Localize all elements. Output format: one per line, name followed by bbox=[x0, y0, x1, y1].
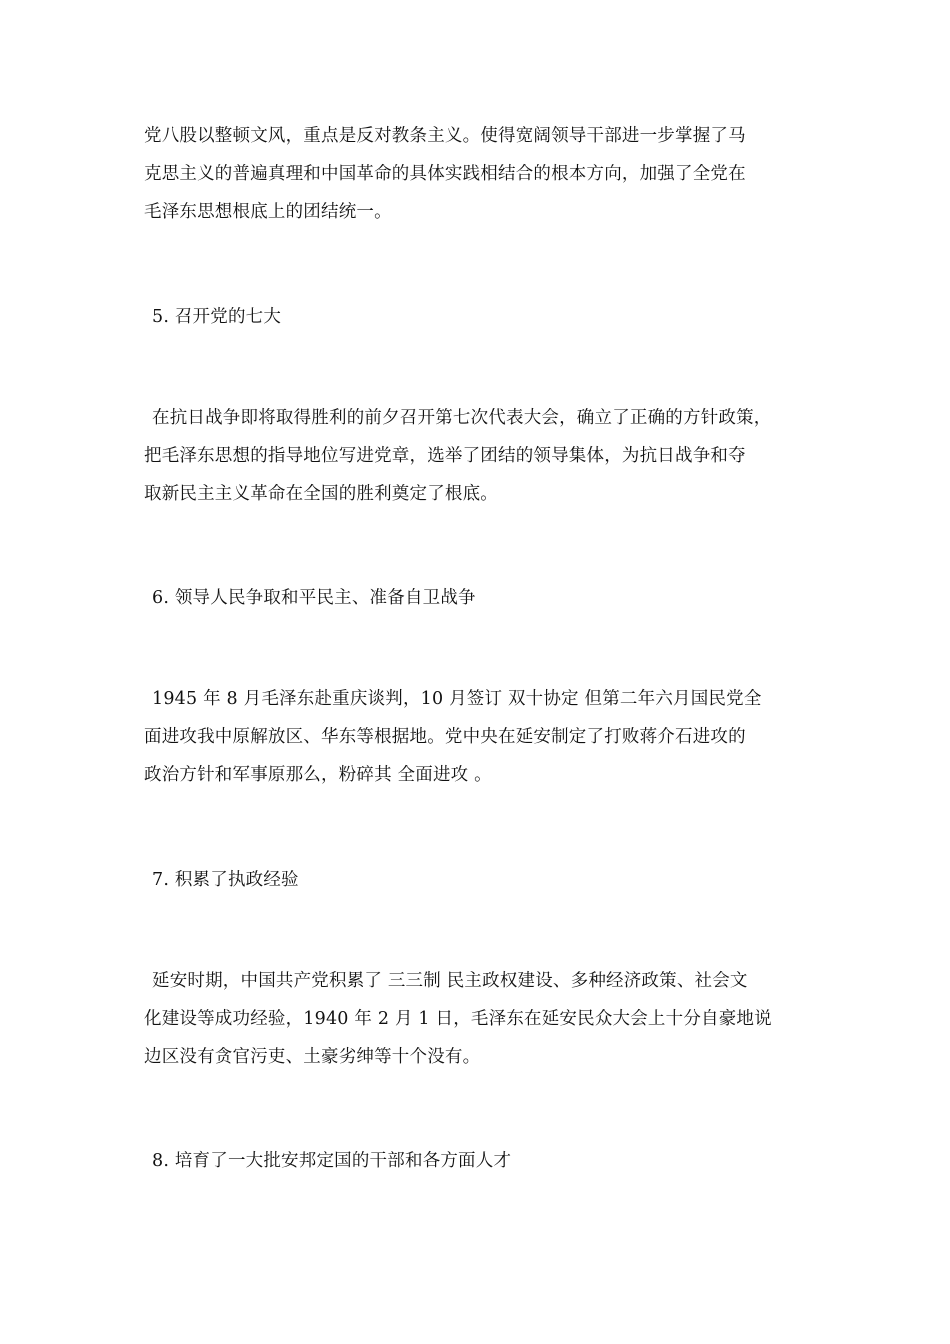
paragraph-line: 延安时期，中国共产党积累了 三三制 民主政权建设、多种经济政策、社会文 bbox=[152, 971, 748, 991]
paragraph-line: 在抗日战争即将取得胜利的前夕召开第七次代表大会，确立了正确的方针政策， bbox=[152, 408, 772, 428]
paragraph-line: 面进攻我中原解放区、华东等根据地。党中央在延安制定了打败蒋介石进攻的 bbox=[144, 727, 746, 747]
paragraph-line: 化建设等成功经验，1940 年 2 月 1 日，毛泽东在延安民众大会上十分自豪地说 bbox=[144, 1009, 772, 1029]
section-heading: 5. 召开党的七大 bbox=[152, 307, 282, 327]
paragraph-line: 克思主义的普遍真理和中国革命的具体实践相结合的根本方向，加强了全党在 bbox=[144, 164, 746, 184]
section-heading: 7. 积累了执政经验 bbox=[152, 870, 299, 890]
paragraph-line: 边区没有贪官污吏、土豪劣绅等十个没有。 bbox=[144, 1047, 481, 1067]
paragraph-line: 毛泽东思想根底上的团结统一。 bbox=[144, 202, 392, 222]
paragraph-line: 1945 年 8 月毛泽东赴重庆谈判，10 月签订 双十协定 但第二年六月国民党全 bbox=[152, 689, 762, 709]
paragraph-line: 把毛泽东思想的指导地位写进党章，选举了团结的领导集体，为抗日战争和夺 bbox=[144, 446, 746, 466]
section-heading: 6. 领导人民争取和平民主、准备自卫战争 bbox=[152, 588, 476, 608]
paragraph-line: 党八股以整顿文风，重点是反对教条主义。使得宽阔领导干部进一步掌握了马 bbox=[144, 126, 746, 146]
section-heading: 8. 培育了一大批安邦定国的干部和各方面人才 bbox=[152, 1151, 512, 1171]
paragraph-line: 取新民主主义革命在全国的胜利奠定了根底。 bbox=[144, 484, 498, 504]
paragraph-line: 政治方针和军事原那么，粉碎其 全面进攻 。 bbox=[144, 765, 492, 785]
